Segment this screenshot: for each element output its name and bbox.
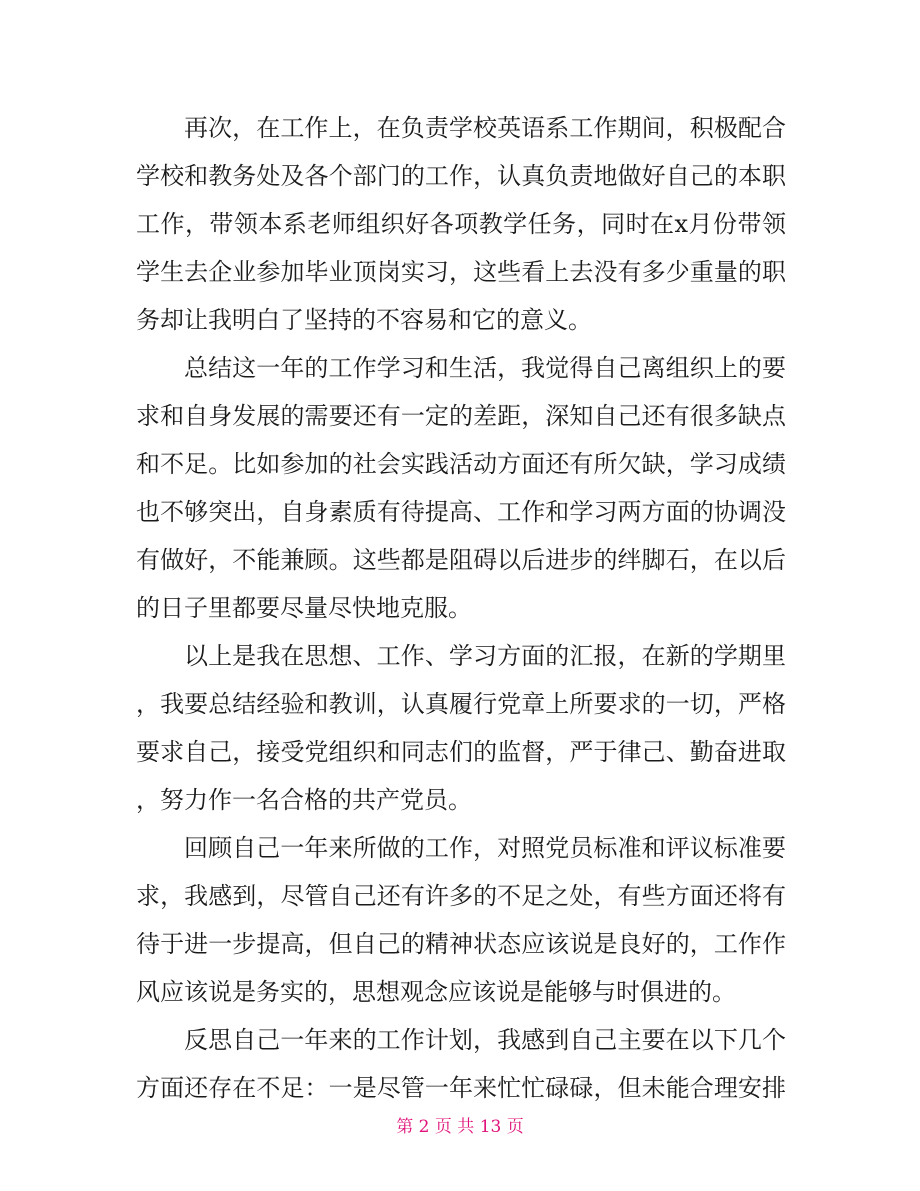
- text-line: 学生去企业参加毕业顶岗实习，这些看上去没有多少重量的职: [136, 258, 786, 286]
- paragraph-4: [136, 824, 786, 1016]
- text-line: 有做好，不能兼顾。这些都是阻碍以后进步的绊脚石，在以后: [136, 546, 786, 574]
- paragraph-1: [136, 104, 786, 344]
- text-line: 再次，在工作上，在负责学校英语系工作期间，积极配合: [184, 114, 786, 142]
- text-line: 的日子里都要尽量尽快地克服。: [136, 594, 472, 622]
- text-line: 学校和教务处及各个部门的工作，认真负责地做好自己的本职: [136, 162, 786, 190]
- text-line: 回顾自己一年来所做的工作，对照党员标准和评议标准要: [184, 834, 786, 862]
- text-line: 和不足。比如参加的社会实践活动方面还有所欠缺，学习成绩: [136, 450, 786, 478]
- text-line: 要求自己，接受党组织和同志们的监督，严于律己、勤奋进取: [136, 738, 786, 766]
- paragraph-2: [136, 344, 786, 632]
- paragraph-3: [136, 632, 786, 824]
- text-line: 求和自身发展的需要还有一定的差距，深知自己还有很多缺点: [136, 402, 786, 430]
- page-number-footer: 第 2 页 共 13 页: [396, 1117, 524, 1137]
- paragraph-5: [136, 1016, 786, 1112]
- text-line: 以上是我在思想、工作、学习方面的汇报，在新的学期里: [184, 642, 786, 670]
- text-line: 务却让我明白了坚持的不容易和它的意义。: [136, 306, 592, 334]
- text-line: ，努力作一名合格的共产党员。: [136, 786, 472, 814]
- document-body: [136, 104, 786, 1112]
- text-line: 也不够突出，自身素质有待提高、工作和学习两方面的协调没: [136, 498, 786, 526]
- text-line: 工作，带领本系老师组织好各项教学任务，同时在x月份带领: [136, 210, 786, 238]
- text-line: 总结这一年的工作学习和生活，我觉得自己离组织上的要: [184, 354, 786, 382]
- text-line: 求，我感到，尽管自己还有许多的不足之处，有些方面还将有: [136, 882, 786, 910]
- text-line: 待于进一步提高，但自己的精神状态应该说是良好的，工作作: [136, 930, 786, 958]
- text-line: 反思自己一年来的工作计划，我感到自己主要在以下几个: [184, 1026, 786, 1054]
- text-line: ，我要总结经验和教训，认真履行党章上所要求的一切，严格: [136, 690, 786, 718]
- text-line: 方面还存在不足：一是尽管一年来忙忙碌碌，但未能合理安排: [136, 1074, 786, 1102]
- text-line: 风应该说是务实的，思想观念应该说是能够与时俱进的。: [136, 978, 736, 1006]
